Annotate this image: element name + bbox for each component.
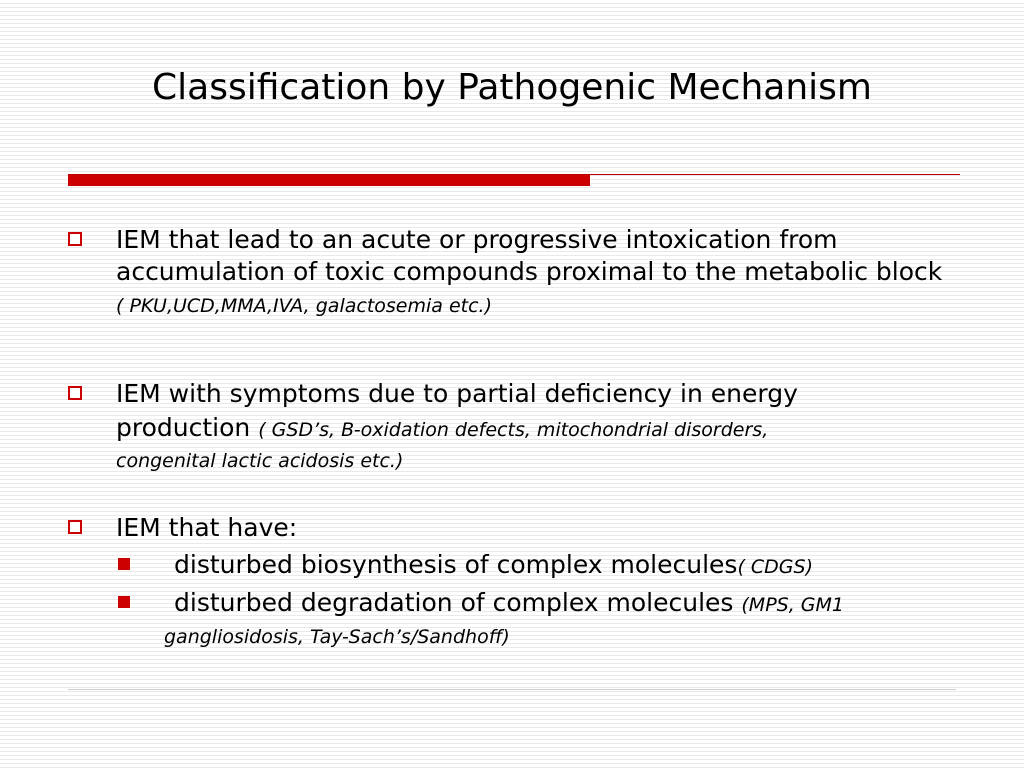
bullet-note-part2: congenital lactic acidosis etc.) xyxy=(116,450,404,472)
bullet-note: ( PKU,UCD,MMA,IVA, galactosemia etc.) xyxy=(116,295,492,317)
sub-bullet-note: ( CDGS) xyxy=(737,556,813,578)
bullet-intoxication xyxy=(116,224,956,322)
sub-bullet-biosynthesis xyxy=(164,550,964,582)
bullet-text-line1: IEM with symptoms due to partial deficiency in energy xyxy=(116,379,798,408)
bullet-energy-deficiency xyxy=(116,378,956,474)
bullet-text: IEM that have: xyxy=(116,513,298,542)
slide-title: Classification by Pathogenic Mechanism xyxy=(152,67,872,108)
hollow-square-bullet-icon xyxy=(68,386,82,400)
sub-bullet-text: disturbed degradation of complex molecules xyxy=(174,588,734,617)
bullet-note-part1: ( GSD’s, B-oxidation defects, mitochondrial disorders, xyxy=(258,419,769,441)
sub-bullet-note: (MPS, GM1 gangliosidosis, Tay-Sach’s/Sandhoff) xyxy=(164,594,844,648)
filled-square-bullet-icon xyxy=(118,558,130,570)
sub-bullet-text: disturbed biosynthesis of complex molecules xyxy=(174,550,738,579)
footer-divider xyxy=(68,689,956,690)
filled-square-bullet-icon xyxy=(118,596,130,608)
sub-bullet-degradation xyxy=(164,588,964,652)
bullet-text: IEM that lead to an acute or progressive intoxication from accumulation of toxic compounds proximal to the metabolic block xyxy=(116,225,943,286)
bullet-text-line2: production xyxy=(116,413,251,442)
bullet-text-line2-wrapper xyxy=(116,410,956,448)
bullet-complex-molecules xyxy=(116,512,956,544)
hollow-square-bullet-icon xyxy=(68,520,82,534)
hollow-square-bullet-icon xyxy=(68,232,82,246)
